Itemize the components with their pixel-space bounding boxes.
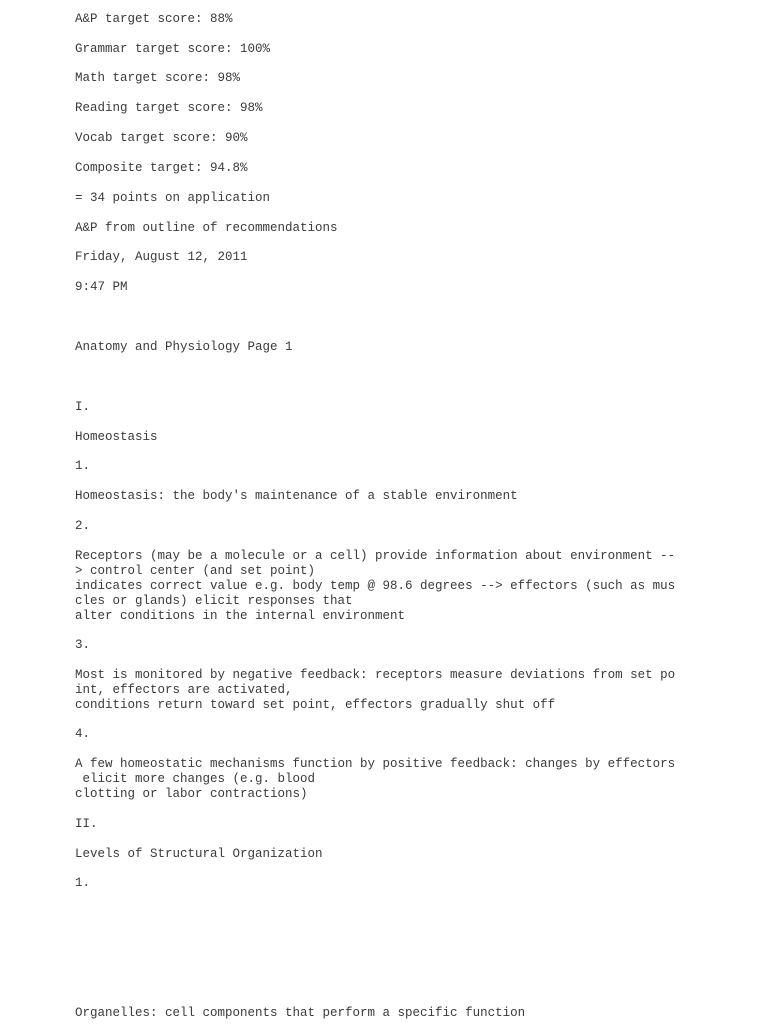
item-text: indicates correct value e.g. body temp @ 98.6 degrees --> effectors (such as mus	[75, 579, 676, 593]
item-text: conditions return toward set point, effectors gradually shut off	[75, 698, 556, 712]
item-number: 1.	[75, 876, 91, 890]
item-text: int, effectors are activated,	[75, 683, 293, 697]
section-heading: Levels of Structural Organization	[75, 847, 323, 861]
page-title: Anatomy and Physiology Page 1	[75, 340, 293, 354]
date-text: Friday, August 12, 2011	[75, 250, 248, 264]
target-score-grammar: Grammar target score: 100%	[75, 42, 271, 56]
item-number: 4.	[75, 727, 91, 741]
points-on-application: = 34 points on application	[75, 191, 271, 205]
item-number: 2.	[75, 519, 91, 533]
section-number: I.	[75, 400, 91, 414]
section-number: II.	[75, 817, 98, 831]
time-text: 9:47 PM	[75, 280, 128, 294]
item-text: cles or glands) elicit responses that	[75, 594, 353, 608]
item-number: 1.	[75, 459, 91, 473]
item-text: alter conditions in the internal environment	[75, 609, 406, 623]
item-text: Organelles: cell components that perform a specific function	[75, 1006, 526, 1020]
target-score-reading: Reading target score: 98%	[75, 101, 263, 115]
section-heading: Homeostasis	[75, 430, 158, 444]
item-text: Most is monitored by negative feedback: receptors measure deviations from set po	[75, 668, 676, 682]
item-text: Homeostasis: the body's maintenance of a stable environment	[75, 489, 518, 503]
item-number: 3.	[75, 638, 91, 652]
outline-note: A&P from outline of recommendations	[75, 221, 338, 235]
item-text: elicit more changes (e.g. blood	[75, 772, 316, 786]
target-score-vocab: Vocab target score: 90%	[75, 131, 248, 145]
target-score-ap: A&P target score: 88%	[75, 12, 233, 26]
target-score-math: Math target score: 98%	[75, 71, 241, 85]
item-text: Receptors (may be a molecule or a cell) provide information about environment --	[75, 549, 676, 563]
composite-target: Composite target: 94.8%	[75, 161, 248, 175]
item-text: clotting or labor contractions)	[75, 787, 308, 801]
item-text: A few homeostatic mechanisms function by positive feedback: changes by effectors	[75, 757, 676, 771]
item-text: > control center (and set point)	[75, 564, 316, 578]
